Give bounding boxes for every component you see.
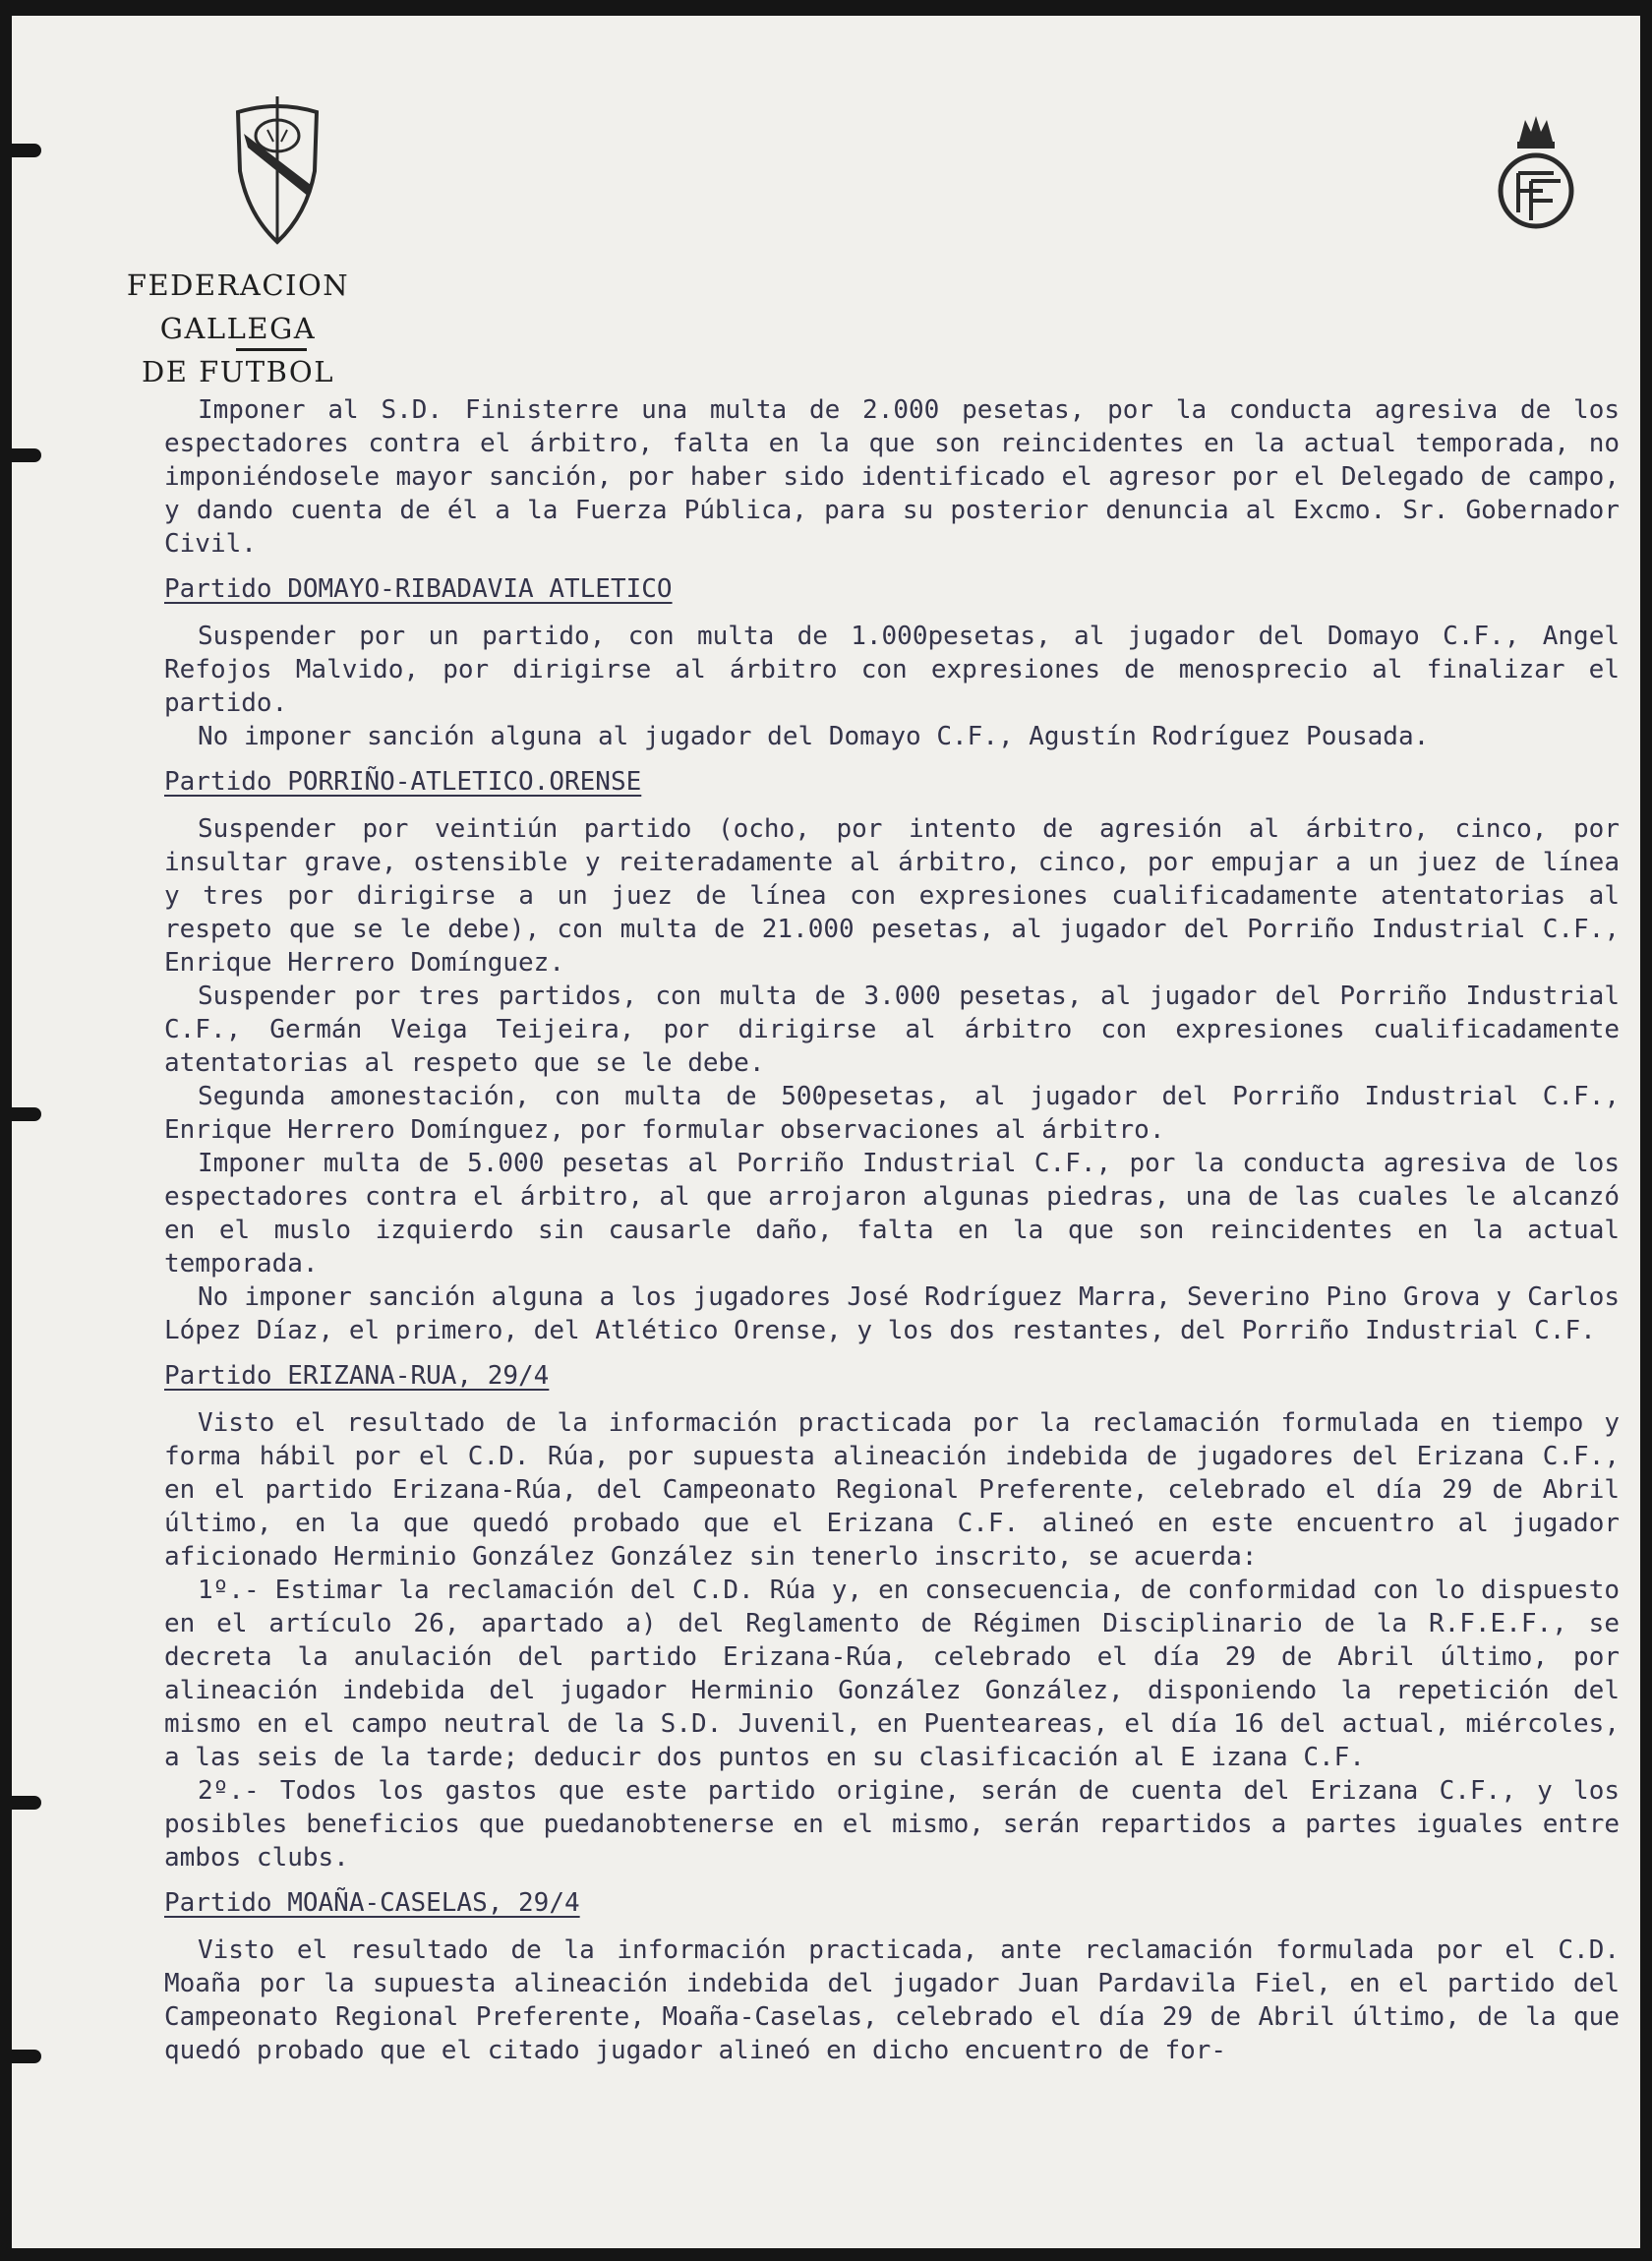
- organization-name: [71, 264, 405, 393]
- punch-hole: [12, 1796, 41, 1810]
- paragraph: 2º.- Todos los gastos que este partido origine, serán de cuenta del Erizana C.F., y los posibles beneficios que puedanobtenerse en el mismo, serán repartidos a partes iguales entre ambos clubs.: [164, 1776, 1620, 1873]
- paragraph: No imponer sanción alguna a los jugadores José Rodríguez Marra, Severino Pino Grova y Carlos López Díaz, el primero, del Atlético Orense, y los dos restantes, del Porriño Industrial C.F.: [164, 1282, 1620, 1345]
- paragraph: Suspender por un partido, con multa de 1.000pesetas, al jugador del Domayo C.F., Angel Refojos Malvido, por dirigirse al árbitro con expresiones de menosprecio al finalizar el partido.: [164, 622, 1620, 718]
- section-heading: Partido MOAÑA-CASELAS, 29/4: [164, 1888, 580, 1918]
- punch-hole: [12, 1107, 41, 1121]
- section-heading: Partido DOMAYO-RIBADAVIA ATLETICO: [164, 574, 673, 604]
- paragraph: Suspender por veintiún partido (ocho, por intento de agresión al árbitro, cinco, por insultar grave, ostensible y reiteradamente al árbitro, cinco, por empujar a un juez de línea y tres por dirigirse a un juez de línea con expresiones cualificadamente atentatorias al respeto que se le debe), con multa de 21.000 pesetas, al jugador del Porriño Industrial C.F., Enrique Herrero Domínguez.: [164, 814, 1620, 978]
- punch-hole: [12, 144, 41, 157]
- paragraph: Segunda amonestación, con multa de 500pesetas, al jugador del Porriño Industrial C.F., Enrique Herrero Domínguez, por formular observaciones al árbitro.: [164, 1082, 1620, 1145]
- organization-name-line1: FEDERACION GALLEGA: [126, 268, 350, 345]
- punch-hole: [12, 2050, 41, 2063]
- paragraph: Suspender por tres partidos, con multa de 3.000 pesetas, al jugador del Porriño Industrial C.F., Germán Veiga Teijeira, por dirigirse al árbitro con expresiones cualificadamente atentatorias al respeto que se le debe.: [164, 982, 1620, 1078]
- paragraph: No imponer sanción alguna al jugador del Domayo C.F., Agustín Rodríguez Pousada.: [198, 722, 1430, 751]
- organization-name-line2: DE FUTBOL: [142, 355, 334, 388]
- punch-hole: [12, 448, 41, 462]
- rfef-crest-icon: [1492, 114, 1580, 247]
- federation-shield-icon: [228, 94, 326, 252]
- header-divider: [236, 348, 307, 351]
- intro-paragraph: Imponer al S.D. Finisterre una multa de 2.000 pesetas, por la conducta agresiva de los espectadores contra el árbitro, falta en la que son reincidentes en la actual temporada, no imponiéndosele mayor sanción, por haber sido identificado el agresor por el Delegado de campo, y dando cuenta de él a la Fuerza Pública, para su posterior denuncia al Excmo. Sr. Gobernador Civil.: [164, 395, 1620, 559]
- section-heading: Partido ERIZANA-RUA, 29/4: [164, 1361, 550, 1391]
- section-heading: Partido PORRIÑO-ATLETICO.ORENSE: [164, 767, 642, 797]
- document-page: [12, 16, 1640, 2248]
- paragraph: Visto el resultado de la información practicada por la reclamación formulada en tiempo y forma hábil por el C.D. Rúa, por supuesta alineación indebida de jugadores del Erizana C.F., en el partido Erizana-Rúa, del Campeonato Regional Preferente, celebrado el día 29 de Abril último, en la que quedó probado que el Erizana C.F. alineó en este encuentro al jugador aficionado Herminio González González sin tenerlo inscrito, se acuerda:: [164, 1408, 1620, 1572]
- paragraph: Visto el resultado de la información practicada, ante reclamación formulada por el C.D. Moaña por la supuesta alineación indebida del jugador Juan Pardavila Fiel, en el partido del Campeonato Regional Preferente, Moaña-Caselas, celebrado el día 29 de Abril último, de la que quedó probado que el citado jugador alineó en dicho encuentro de for-: [164, 1935, 1620, 2065]
- paragraph: Imponer multa de 5.000 pesetas al Porriño Industrial C.F., por la conducta agresiva de los espectadores contra el árbitro, al que arrojaron algunas piedras, una de las cuales le alcanzó en el muslo izquierdo sin causarle daño, falta en la que son reincidentes en la actual temporada.: [164, 1149, 1620, 1279]
- document-body: [164, 393, 1620, 2067]
- paragraph: 1º.- Estimar la reclamación del C.D. Rúa y, en consecuencia, de conformidad con lo dispuesto en el artículo 26, apartado a) del Reglamento de Régimen Disciplinario de la R.F.E.F., se decreta la anulación del partido Erizana-Rúa, celebrado el día 29 de Abril último, por alineación indebida del jugador Herminio González González, disponiendo la repetición del mismo en el campo neutral de la S.D. Juvenil, en Puenteareas, el día 16 del actual, miércoles, a las seis de la tarde; deducir dos puntos en su clasificación al E izana C.F.: [164, 1576, 1620, 1772]
